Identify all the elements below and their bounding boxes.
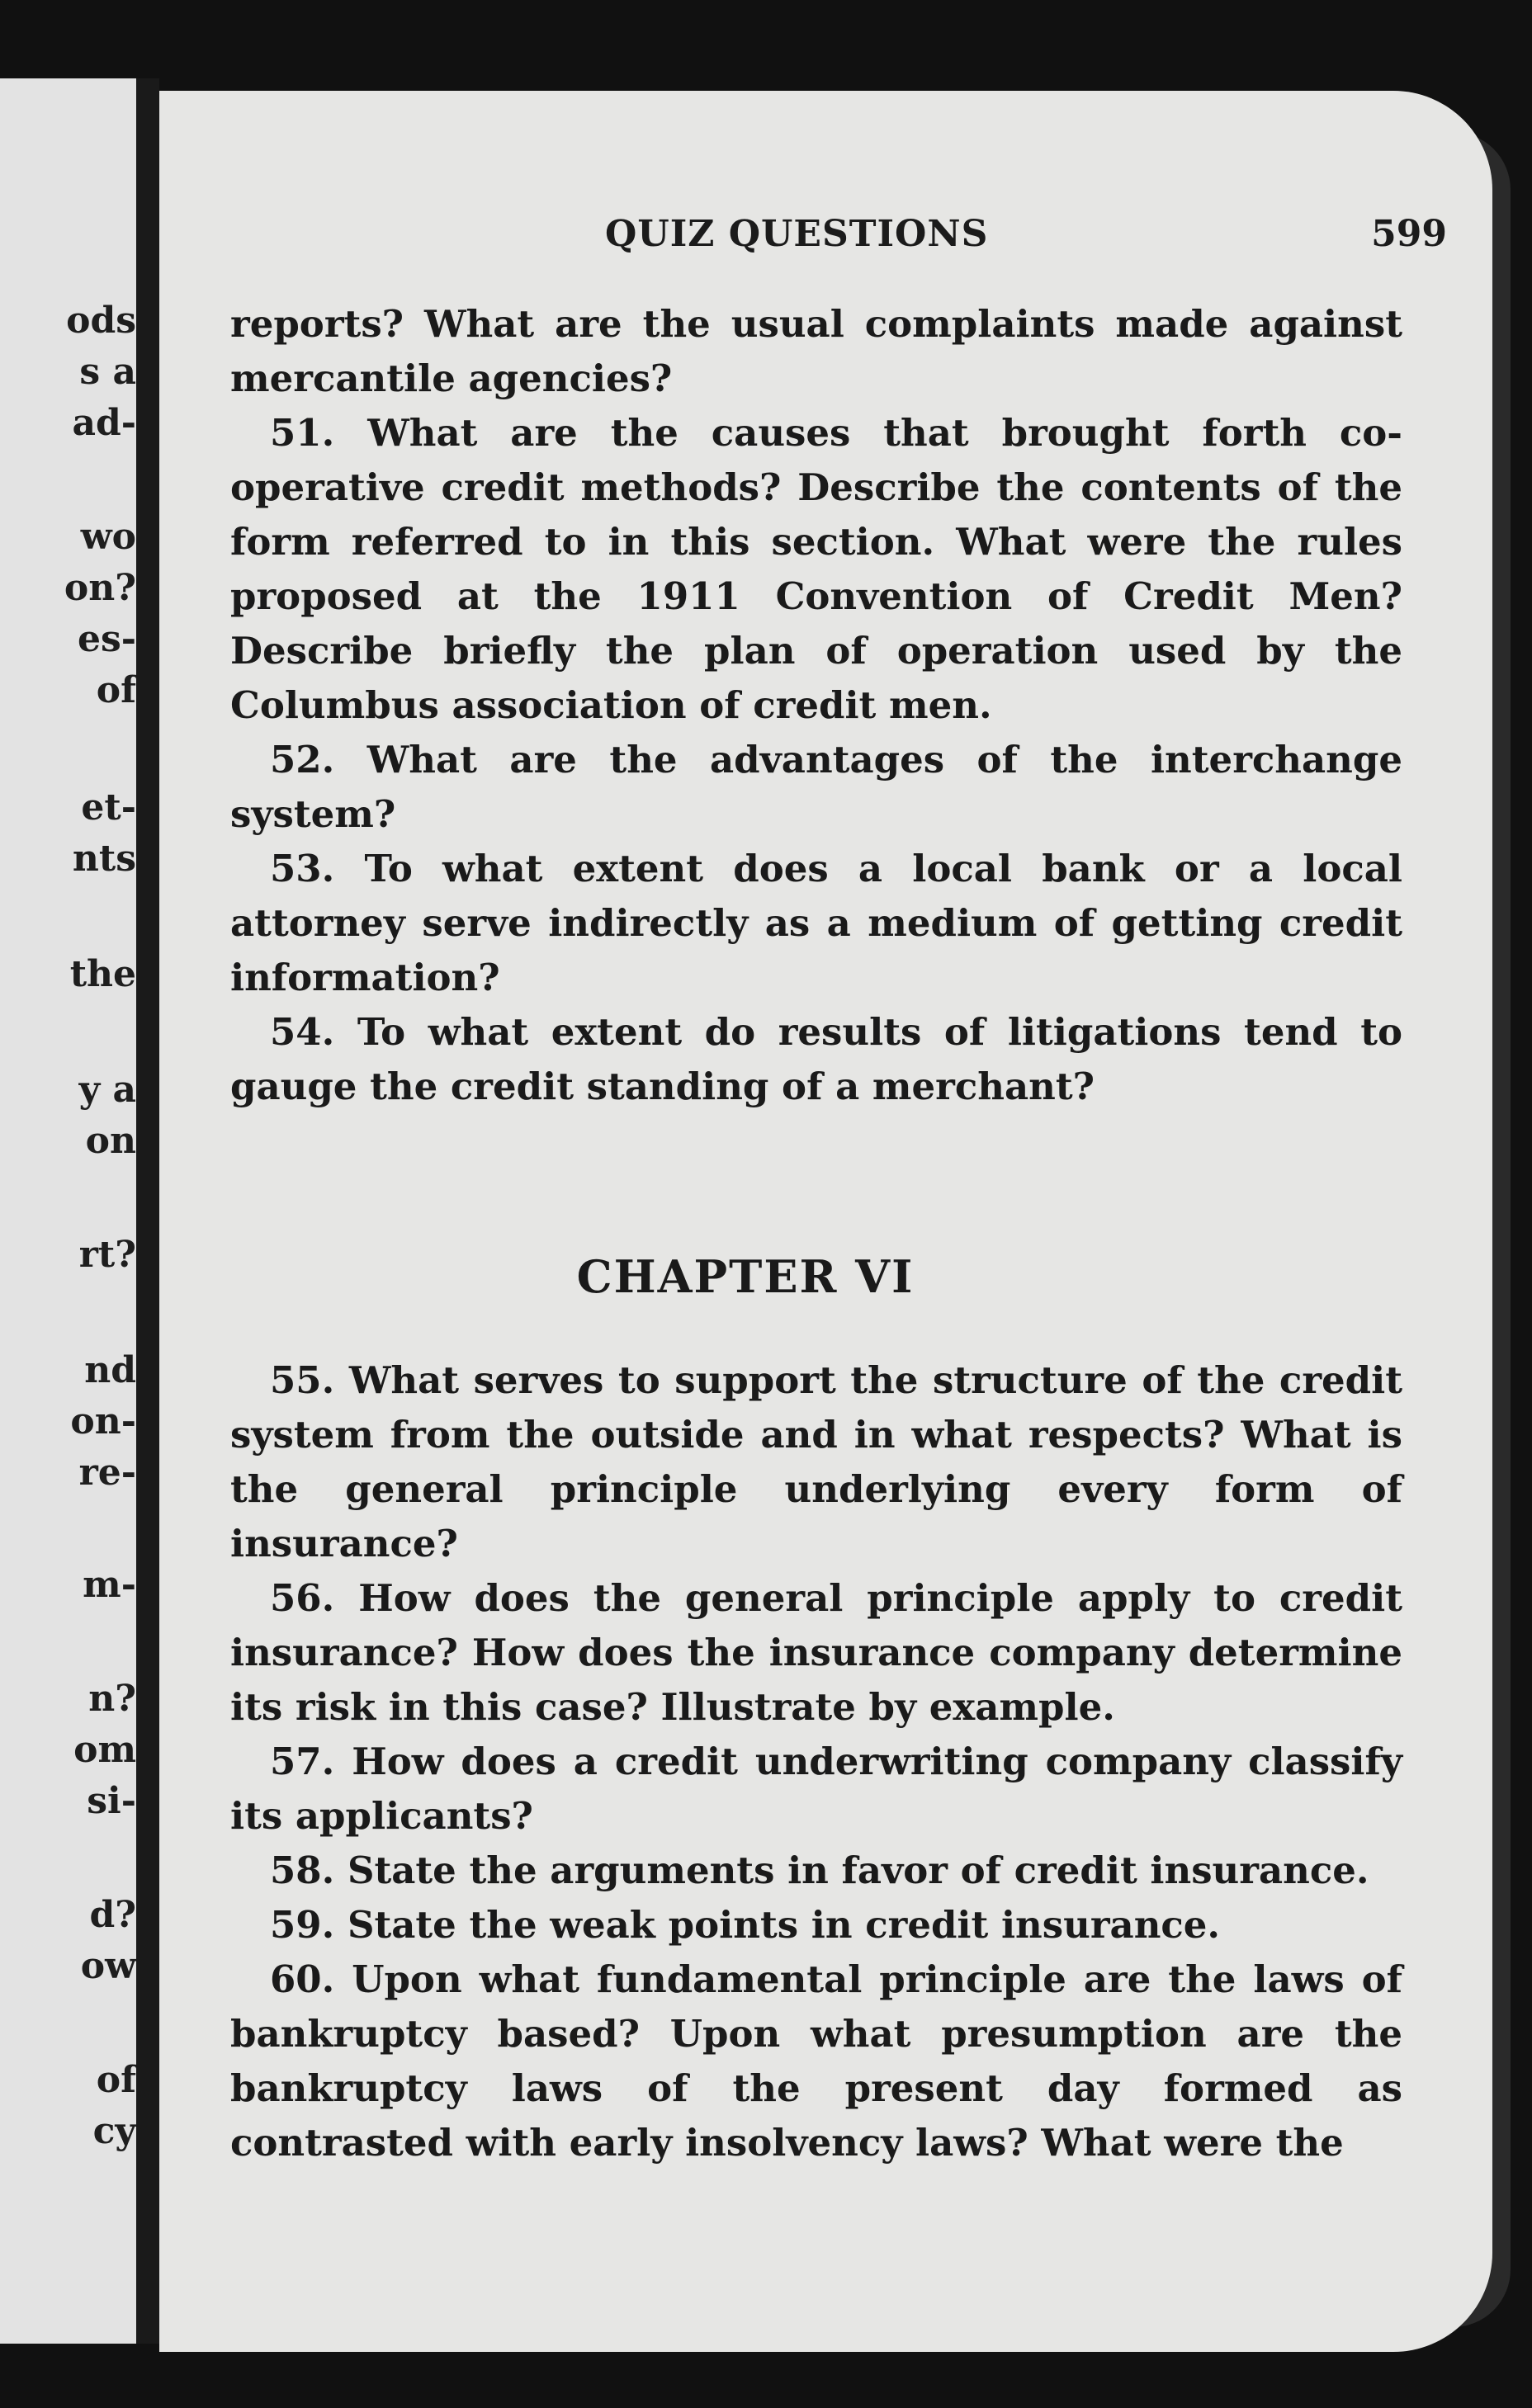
question-paragraph: 56. How does the general principle apply to credit insurance? How does the insurance company determine its risk in this case? Illustrate by example.: [230, 1576, 1402, 1729]
left-page-fragment: y a: [78, 1069, 136, 1111]
left-page-fragment: on: [85, 1120, 136, 1162]
left-page-fragment: n?: [88, 1678, 136, 1720]
left-page-fragment: et-: [81, 786, 136, 829]
left-page-fragment: nd: [84, 1349, 136, 1391]
left-page-fragment: ow: [80, 1945, 136, 1987]
questions-block-bottom: [230, 1353, 1402, 2170]
chapter-heading: CHAPTER VI: [576, 1250, 915, 1303]
left-page-fragment: nts: [72, 838, 136, 880]
left-page-fragment: ods: [66, 300, 136, 342]
questions-block-top: [230, 297, 1402, 1114]
question-paragraph: reports? What are the usual complaints made against mercantile agencies?: [230, 302, 1402, 400]
question-paragraph: 53. To what extent does a local bank or a local attorney serve indirectly as a medium of getting credit information?: [230, 847, 1402, 999]
question-paragraph: 51. What are the causes that brought forth co-operative credit methods? Describe the contents of the form referred to in this section. What were the rules proposed at the 1911 Convention of Credit Men? Describe briefly the plan of operation used by the Columbus association of credit men.: [230, 411, 1402, 727]
left-page-fragment: of: [96, 2059, 136, 2101]
book-page: [159, 91, 1492, 2352]
left-page-fragment: wo: [80, 516, 136, 558]
running-title: QUIZ QUESTIONS: [605, 213, 989, 255]
page-number: 599: [1371, 213, 1447, 255]
left-page-fragment: om: [73, 1729, 136, 1771]
left-page-fragment: s a: [79, 351, 136, 393]
left-page-fragment: d?: [89, 1894, 136, 1936]
question-paragraph: 59. State the weak points in credit insurance.: [270, 1903, 1221, 1947]
question-paragraph: 60. Upon what fundamental principle are the laws of bankruptcy based? Upon what presumption are the bankruptcy laws of the present day formed as contrasted with early insolvency laws? What were the: [230, 1957, 1402, 2165]
left-page-fragment: rt?: [78, 1234, 136, 1276]
left-page-fragment: ad-: [72, 402, 136, 444]
left-page-fragment: es-: [77, 618, 136, 660]
left-page-fragment: of: [96, 669, 136, 711]
left-page-fragment: re-: [78, 1452, 136, 1494]
left-page-fragment: the: [69, 953, 136, 995]
question-paragraph: 55. What serves to support the structure of the credit system from the outside and in what respects? What is the general principle underlying every form of insurance?: [230, 1358, 1402, 1565]
question-paragraph: 58. State the arguments in favor of credit insurance.: [270, 1848, 1369, 1892]
left-page-fragment: m-: [83, 1564, 136, 1606]
left-page-fragment: on-: [70, 1400, 136, 1442]
left-page-fragment: cy: [92, 2110, 136, 2152]
left-page-fragment: on?: [64, 567, 136, 609]
book-gutter: [136, 78, 159, 2344]
question-paragraph: 57. How does a credit underwriting company classify its applicants?: [230, 1740, 1402, 1838]
previous-page-edge: [0, 78, 136, 2344]
question-paragraph: 52. What are the advantages of the interchange system?: [230, 738, 1402, 836]
running-header: [159, 213, 1447, 262]
question-paragraph: 54. To what extent do results of litigations tend to gauge the credit standing of a merchant?: [230, 1010, 1402, 1108]
left-page-fragment: si-: [87, 1780, 136, 1822]
